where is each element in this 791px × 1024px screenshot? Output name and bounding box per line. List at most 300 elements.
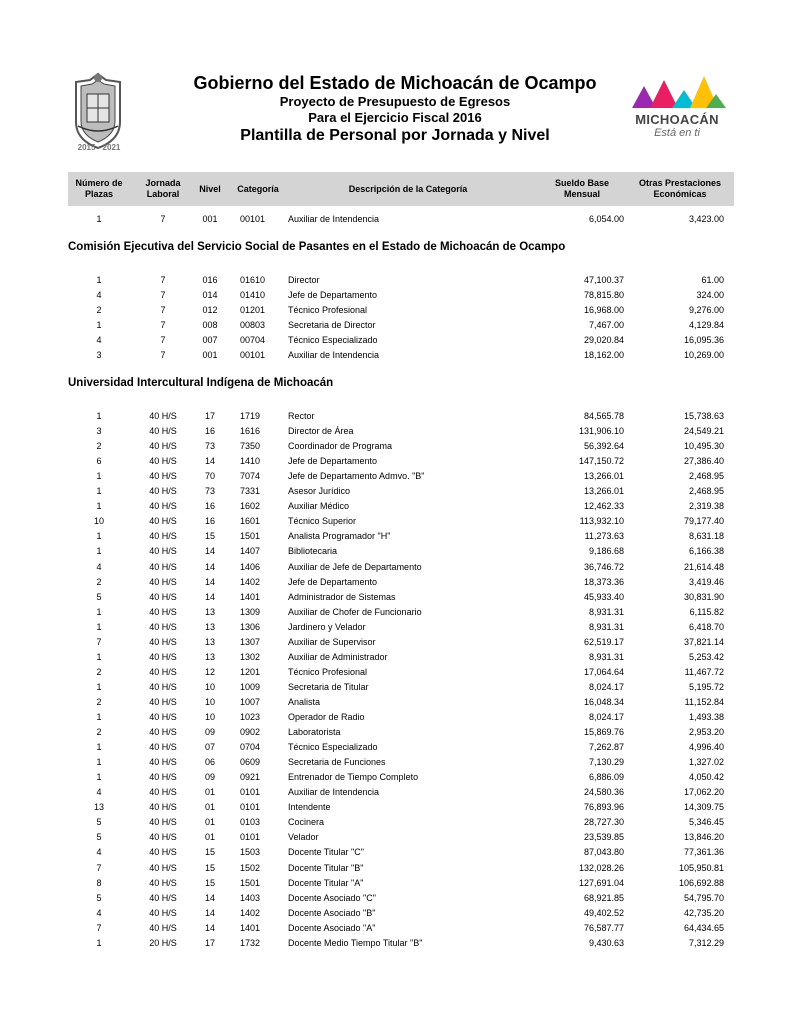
sueldo-cell: 13,266.01: [583, 471, 624, 482]
jornada-cell: 40 H/S: [149, 907, 177, 918]
nivel-cell: 10: [204, 681, 215, 692]
otras-cell: 11,152.84: [684, 696, 724, 707]
plazas-cell: 4: [96, 561, 102, 572]
table-row: [68, 469, 734, 484]
nivel-cell: 008: [202, 320, 218, 331]
plazas-cell: 8: [96, 877, 102, 888]
nivel-cell: 01: [204, 817, 215, 828]
jornada-cell: 7: [160, 214, 166, 224]
table-row: [68, 484, 734, 499]
sueldo-cell: 8,931.31: [588, 651, 624, 662]
table-row: [68, 830, 734, 845]
jornada-cell: 40 H/S: [149, 501, 177, 512]
jornada-cell: 40 H/S: [149, 516, 177, 527]
col-otras: Otras Prestaciones Económicas: [638, 178, 722, 199]
sueldo-cell: 49,402.52: [583, 907, 624, 918]
col-sueldo: Sueldo Base Mensual: [554, 178, 610, 199]
jornada-cell: 40 H/S: [149, 576, 177, 587]
table-row: [68, 544, 734, 559]
nivel-cell: 10: [204, 712, 215, 722]
table-row: [68, 665, 734, 680]
sueldo-cell: 8,931.31: [588, 606, 624, 617]
descripcion-cell: Técnico Profesional: [288, 305, 368, 316]
plazas-cell: 4: [96, 787, 102, 798]
jornada-cell: 40 H/S: [149, 922, 177, 933]
descripcion-cell: Auxiliar de Supervisor: [288, 636, 376, 647]
categoria-cell: 1009: [240, 681, 261, 692]
nivel-cell: 012: [202, 305, 218, 316]
jornada-cell: 40 H/S: [149, 772, 177, 783]
table-row: [68, 725, 734, 740]
categoria-cell: 0704: [240, 742, 261, 753]
plazas-cell: 3: [96, 426, 102, 437]
categoria-cell: 1719: [240, 411, 261, 421]
descripcion-cell: Auxiliar Médico: [288, 501, 350, 512]
jornada-cell: 40 H/S: [149, 892, 177, 903]
nivel-cell: 14: [204, 892, 215, 903]
categoria-cell: 00704: [240, 335, 266, 346]
nivel-cell: 15: [204, 862, 215, 873]
jornada-cell: 20 H/S: [149, 937, 177, 948]
jornada-cell: 7: [160, 275, 166, 285]
jornada-cell: 40 H/S: [149, 636, 177, 647]
nivel-cell: 016: [202, 275, 218, 285]
descripcion-cell: Director: [288, 275, 320, 285]
table-row: [68, 635, 734, 650]
table-row: [68, 845, 734, 860]
categoria-cell: 1406: [240, 561, 261, 572]
table-row: [68, 348, 734, 363]
nivel-cell: 001: [202, 350, 218, 361]
sueldo-cell: 16,968.00: [583, 305, 624, 316]
sueldo-cell: 47,100.37: [583, 275, 624, 285]
otras-cell: 1,493.38: [688, 712, 724, 722]
descripcion-cell: Auxiliar de Chofer de Funcionario: [288, 606, 422, 617]
descripcion-cell: Docente Asociado "C": [288, 892, 376, 903]
jornada-cell: 40 H/S: [149, 561, 177, 572]
descripcion-cell: Entrenador de Tiempo Completo: [288, 772, 419, 783]
table-row: [68, 710, 734, 725]
sueldo-cell: 78,815.80: [583, 290, 624, 301]
otras-cell: 21,614.48: [683, 561, 724, 572]
descripcion-cell: Jefe de Departamento: [288, 576, 378, 587]
table-row: [68, 800, 734, 815]
plazas-cell: 1: [96, 501, 102, 512]
categoria-cell: 7350: [240, 441, 261, 452]
descripcion-cell: Docente Titular "C": [288, 847, 364, 858]
jornada-cell: 40 H/S: [149, 696, 177, 707]
nivel-cell: 15: [204, 877, 215, 888]
otras-cell: 2,468.95: [688, 486, 724, 497]
descripcion-cell: Docente Titular "A": [288, 877, 364, 888]
categoria-cell: 1401: [240, 922, 261, 933]
plazas-cell: 1: [96, 757, 102, 768]
nivel-cell: 007: [202, 335, 218, 346]
col-descripcion: Descripción de la Categoría: [348, 183, 468, 194]
plazas-cell: 7: [96, 862, 102, 873]
nivel-cell: 13: [204, 651, 215, 662]
otras-cell: 106,692.88: [678, 877, 724, 888]
nivel-cell: 16: [204, 501, 215, 512]
descripcion-cell: Cocinera: [288, 817, 325, 828]
categoria-cell: 1201: [240, 666, 261, 677]
descripcion-cell: Técnico Especializado: [288, 742, 378, 753]
table-row: [68, 424, 734, 439]
plazas-cell: 1: [96, 320, 102, 331]
col-categoria: Categoría: [237, 183, 279, 194]
section-title: Universidad Intercultural Indígena de Michoacán: [68, 377, 334, 389]
descripcion-cell: Bibliotecaria: [288, 546, 338, 557]
otras-cell: 6,418.70: [688, 621, 724, 632]
nivel-cell: 13: [204, 606, 215, 617]
table-row: [68, 499, 734, 514]
otras-cell: 79,177.40: [683, 516, 724, 527]
otras-cell: 4,129.84: [688, 320, 724, 331]
categoria-cell: 00101: [240, 214, 266, 224]
plazas-cell: 1: [96, 621, 102, 632]
sueldo-cell: 6,886.09: [588, 772, 624, 783]
otras-cell: 2,953.20: [688, 727, 724, 738]
jornada-cell: 7: [160, 335, 166, 346]
otras-cell: 3,419.46: [688, 576, 724, 587]
plazas-cell: 1: [96, 214, 102, 224]
categoria-cell: 1503: [240, 847, 261, 858]
categoria-cell: 1402: [240, 907, 261, 918]
sueldo-cell: 8,024.17: [588, 681, 624, 692]
otras-cell: 30,831.90: [683, 591, 724, 602]
table-row: [68, 333, 734, 348]
sueldo-cell: 18,373.36: [583, 576, 624, 587]
sueldo-cell: 16,048.34: [583, 696, 624, 707]
plazas-cell: 2: [96, 696, 102, 707]
table-row: [68, 514, 734, 529]
categoria-cell: 00101: [240, 350, 266, 361]
nivel-cell: 14: [204, 546, 215, 557]
plazas-cell: 4: [96, 907, 102, 918]
categoria-cell: 01610: [240, 275, 266, 285]
otras-cell: 8,631.18: [688, 531, 724, 542]
sueldo-cell: 7,467.00: [588, 320, 624, 331]
table-row: [68, 409, 734, 424]
sueldo-cell: 28,727.30: [583, 817, 624, 828]
descripcion-cell: Docente Asociado "B": [288, 907, 376, 918]
descripcion-cell: Rector: [288, 411, 315, 421]
jornada-cell: 40 H/S: [149, 591, 177, 602]
jornada-cell: 40 H/S: [149, 757, 177, 768]
section-title: Comisión Ejecutiva del Servicio Social de Pasantes en el Estado de Michoacán de Ocampo: [68, 241, 566, 253]
jornada-cell: 40 H/S: [149, 817, 177, 828]
otras-cell: 14,309.75: [683, 802, 724, 813]
col-nivel: Nivel: [199, 183, 221, 194]
categoria-cell: 7331: [240, 486, 261, 497]
jornada-cell: 7: [160, 290, 166, 301]
categoria-cell: 1502: [240, 862, 261, 873]
otras-cell: 64,434.65: [683, 922, 724, 933]
nivel-cell: 12: [204, 666, 215, 677]
table-row: [68, 575, 734, 590]
plazas-cell: 1: [96, 486, 102, 497]
sueldo-cell: 84,565.78: [583, 411, 624, 421]
plazas-cell: 1: [96, 606, 102, 617]
otras-cell: 42,735.20: [683, 907, 724, 918]
plazas-cell: 5: [96, 591, 102, 602]
categoria-cell: 1501: [240, 531, 261, 542]
sueldo-cell: 62,519.17: [583, 636, 624, 647]
sueldo-cell: 8,024.17: [588, 712, 624, 722]
table-row: [68, 680, 734, 695]
otras-cell: 27,386.40: [683, 456, 724, 467]
descripcion-cell: Administrador de Sistemas: [288, 591, 396, 602]
jornada-cell: 7: [160, 350, 166, 361]
sueldo-cell: 17,064.64: [583, 666, 624, 677]
jornada-cell: 40 H/S: [149, 847, 177, 858]
otras-cell: 2,319.38: [688, 501, 724, 512]
descripcion-cell: Secretaria de Funciones: [288, 757, 386, 768]
jornada-cell: 7: [160, 320, 166, 331]
nivel-cell: 14: [204, 591, 215, 602]
otras-cell: 17,062.20: [683, 787, 724, 798]
categoria-cell: 1616: [240, 426, 261, 437]
descripcion-cell: Jefe de Departamento Admvo. "B": [288, 471, 425, 482]
descripcion-cell: Técnico Especializado: [288, 335, 378, 346]
plazas-cell: 1: [96, 937, 102, 948]
plazas-cell: 4: [96, 335, 102, 346]
table-row: [68, 740, 734, 755]
table-row: [68, 815, 734, 830]
table-row: [68, 785, 734, 800]
seal-years: 2015 - 2021: [77, 143, 121, 152]
sueldo-cell: 7,262.87: [588, 742, 624, 753]
plazas-cell: 1: [96, 471, 102, 482]
table-row: [68, 876, 734, 891]
jornada-cell: 40 H/S: [149, 456, 177, 467]
categoria-cell: 0609: [240, 757, 261, 768]
descripcion-cell: Director de Área: [288, 426, 354, 437]
sueldo-cell: 9,186.68: [588, 546, 624, 557]
table-header: [68, 172, 734, 206]
plazas-cell: 1: [96, 411, 102, 421]
table-row: [68, 529, 734, 544]
sueldo-cell: 147,150.72: [578, 456, 624, 467]
sueldo-cell: 18,162.00: [583, 350, 624, 361]
table-row: [68, 560, 734, 575]
table-row: [68, 770, 734, 785]
nivel-cell: 001: [202, 214, 218, 224]
descripcion-cell: Auxiliar de Intendencia: [288, 214, 380, 224]
nivel-cell: 01: [204, 787, 215, 798]
plazas-cell: 2: [96, 576, 102, 587]
nivel-cell: 14: [204, 907, 215, 918]
plazas-cell: 1: [96, 546, 102, 557]
jornada-cell: 40 H/S: [149, 802, 177, 813]
table-row: [68, 755, 734, 770]
nivel-cell: 14: [204, 576, 215, 587]
plazas-cell: 7: [96, 636, 102, 647]
sueldo-cell: 23,539.85: [583, 832, 624, 843]
sueldo-cell: 127,691.04: [578, 877, 624, 888]
otras-cell: 6,166.38: [688, 546, 724, 557]
categoria-cell: 1306: [240, 621, 261, 632]
document-title: Gobierno del Estado de Michoacán de Ocampo: [193, 73, 597, 93]
otras-cell: 3,423.00: [688, 214, 724, 224]
sueldo-cell: 56,392.64: [583, 441, 624, 452]
categoria-cell: 0103: [240, 817, 261, 828]
table-row: [68, 590, 734, 605]
plazas-cell: 10: [93, 516, 104, 527]
descripcion-cell: Docente Medio Tiempo Titular "B": [288, 937, 423, 948]
state-seal-icon: [68, 70, 128, 152]
jornada-cell: 40 H/S: [149, 621, 177, 632]
table-row: [68, 650, 734, 665]
descripcion-cell: Secretaria de Titular: [288, 681, 369, 692]
table-row: [68, 906, 734, 921]
categoria-cell: 1401: [240, 591, 261, 602]
otras-cell: 4,050.42: [688, 772, 724, 783]
otras-cell: 15,738.63: [683, 411, 724, 421]
sueldo-cell: 11,273.63: [584, 531, 624, 542]
table-row: [68, 605, 734, 620]
sueldo-cell: 8,931.31: [588, 621, 624, 632]
otras-cell: 10,269.00: [683, 350, 724, 361]
table-row: [68, 318, 734, 333]
descripcion-cell: Jefe de Departamento: [288, 290, 378, 301]
categoria-cell: 01410: [240, 290, 266, 301]
nivel-cell: 10: [204, 696, 215, 707]
nivel-cell: 14: [204, 561, 215, 572]
nivel-cell: 14: [204, 456, 215, 467]
sueldo-cell: 76,587.77: [583, 922, 624, 933]
descripcion-cell: Operador de Radio: [288, 712, 365, 722]
descripcion-cell: Secretaria de Director: [288, 320, 376, 331]
categoria-cell: 1501: [240, 877, 261, 888]
nivel-cell: 14: [204, 922, 215, 933]
jornada-cell: 40 H/S: [149, 877, 177, 888]
categoria-cell: 1410: [240, 456, 261, 467]
descripcion-cell: Técnico Profesional: [288, 666, 368, 677]
logo-tagline: Está en ti: [654, 127, 700, 139]
nivel-cell: 07: [204, 742, 215, 753]
otras-cell: 77,361.36: [683, 847, 724, 858]
nivel-cell: 15: [204, 531, 215, 542]
otras-cell: 1,327.02: [688, 757, 724, 768]
otras-cell: 10,495.30: [683, 441, 724, 452]
descripcion-cell: Auxiliar de Administrador: [288, 651, 388, 662]
table-row: [68, 936, 734, 951]
sueldo-cell: 113,932.10: [579, 516, 624, 527]
otras-cell: 37,821.14: [683, 636, 724, 647]
table-row: [68, 273, 734, 288]
otras-cell: 16,095.36: [683, 335, 724, 346]
nivel-cell: 09: [204, 772, 215, 783]
table-row: [68, 620, 734, 635]
jornada-cell: 40 H/S: [149, 666, 177, 677]
plazas-cell: 2: [96, 305, 102, 316]
document-subtitle: Proyecto de Presupuesto de Egresos: [279, 94, 511, 109]
descripcion-cell: Técnico Superior: [288, 516, 357, 527]
nivel-cell: 73: [204, 441, 215, 452]
otras-cell: 54,795.70: [683, 892, 724, 903]
table-row: [68, 921, 734, 936]
categoria-cell: 7074: [240, 471, 261, 482]
col-plazas: Número de Plazas: [75, 178, 123, 199]
categoria-cell: 0101: [240, 802, 261, 813]
otras-cell: 5,346.45: [688, 817, 724, 828]
descripcion-cell: Docente Titular "B": [288, 862, 364, 873]
categoria-cell: 1007: [240, 696, 261, 707]
nivel-cell: 01: [204, 802, 215, 813]
descripcion-cell: Intendente: [288, 802, 331, 813]
categoria-cell: 0101: [240, 832, 261, 843]
nivel-cell: 73: [204, 486, 215, 497]
categoria-cell: 0902: [240, 727, 261, 738]
sueldo-cell: 131,906.10: [578, 426, 624, 437]
categoria-cell: 1602: [240, 501, 261, 512]
jornada-cell: 40 H/S: [149, 531, 177, 542]
jornada-cell: 40 H/S: [149, 486, 177, 497]
jornada-cell: 40 H/S: [149, 832, 177, 843]
table-row: [68, 695, 734, 710]
sueldo-cell: 76,893.96: [583, 802, 624, 813]
sueldo-cell: 13,266.01: [583, 486, 624, 497]
descripcion-cell: Analista: [288, 696, 321, 707]
sueldo-cell: 9,430.63: [588, 937, 624, 948]
otras-cell: 9,276.00: [688, 305, 724, 316]
otras-cell: 24,549.21: [683, 426, 724, 437]
descripcion-cell: Asesor Jurídico: [288, 486, 351, 497]
jornada-cell: 40 H/S: [149, 681, 177, 692]
plazas-cell: 1: [96, 772, 102, 783]
sueldo-cell: 45,933.40: [583, 591, 624, 602]
descripcion-cell: Velador: [288, 832, 319, 843]
otras-cell: 11,467.72: [684, 666, 724, 677]
sueldo-cell: 12,462.33: [583, 501, 624, 512]
categoria-cell: 1732: [240, 937, 261, 948]
plazas-cell: 1: [96, 681, 102, 692]
descripcion-cell: Auxiliar de Intendencia: [288, 350, 380, 361]
plazas-cell: 6: [96, 456, 102, 467]
plazas-cell: 2: [96, 666, 102, 677]
categoria-cell: 1407: [240, 546, 261, 557]
title-block: [160, 72, 630, 146]
categoria-cell: 1601: [240, 516, 261, 527]
logo-name: MICHOACÁN: [635, 112, 719, 127]
nivel-cell: 17: [204, 411, 215, 421]
sueldo-cell: 7,130.29: [588, 757, 624, 768]
sueldo-cell: 68,921.85: [583, 892, 624, 903]
plazas-cell: 1: [96, 275, 102, 285]
plazas-cell: 2: [96, 727, 102, 738]
jornada-cell: 40 H/S: [149, 426, 177, 437]
otras-cell: 4,996.40: [688, 742, 724, 753]
otras-cell: 7,312.29: [688, 937, 724, 948]
plazas-cell: 2: [96, 441, 102, 452]
sueldo-cell: 36,746.72: [583, 561, 624, 572]
col-jornada: Jornada Laboral: [145, 178, 181, 199]
plazas-cell: 5: [96, 817, 102, 828]
nivel-cell: 70: [204, 471, 215, 482]
otras-cell: 61.00: [701, 275, 724, 285]
jornada-cell: 7: [160, 305, 166, 316]
jornada-cell: 40 H/S: [149, 742, 177, 753]
sueldo-cell: 24,580.36: [583, 787, 624, 798]
sueldo-cell: 29,020.84: [583, 335, 624, 346]
descripcion-cell: Docente Asociado "A": [288, 922, 376, 933]
jornada-cell: 40 H/S: [149, 712, 177, 722]
table-row: [68, 303, 734, 318]
plazas-cell: 5: [96, 832, 102, 843]
nivel-cell: 13: [204, 621, 215, 632]
table-row: [68, 861, 734, 876]
